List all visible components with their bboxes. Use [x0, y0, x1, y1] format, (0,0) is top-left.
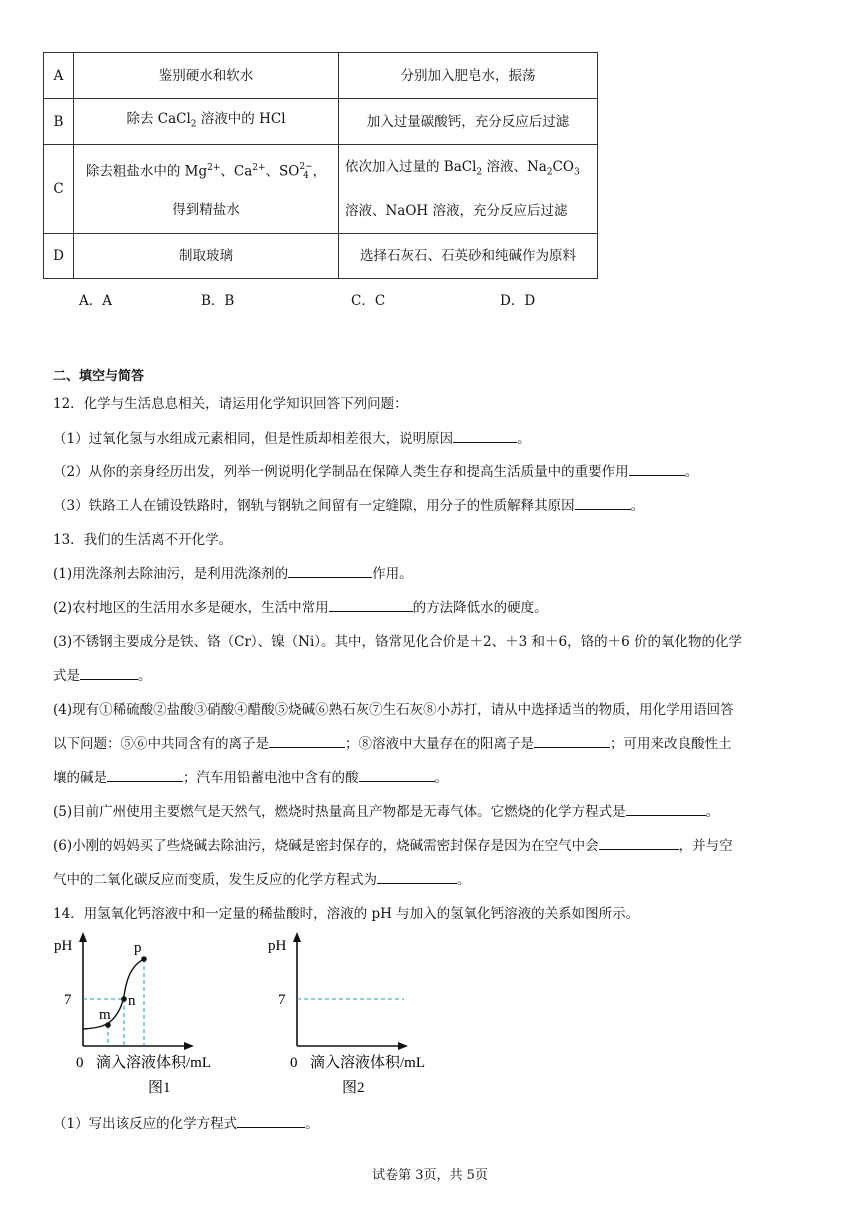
table-row — [44, 234, 598, 279]
fig2-y7: 7 — [278, 992, 286, 1008]
row-key: B — [44, 99, 74, 145]
fig2-caption: 图2 — [342, 1080, 365, 1096]
row-key: D — [44, 234, 74, 279]
q13-part3-line2: 式是 。 — [53, 664, 152, 684]
fig1-y-arrow — [79, 932, 87, 942]
answer-blank[interactable] — [377, 869, 457, 884]
fig1-point-p — [141, 956, 147, 962]
fig2-ylabel: pH — [268, 938, 287, 954]
fig1-y7: 7 — [64, 992, 72, 1008]
answer-blank[interactable] — [629, 461, 685, 476]
q13-part6-line2: 气中的二氧化碳反应而变质，发生反应的化学方程式为 。 — [53, 868, 471, 888]
q12-stem: 12．化学与生活息息相关，请运用化学知识回答下列问题： — [53, 396, 408, 412]
table-row — [44, 145, 598, 234]
q14-stem: 14．用氢氧化钙溶液中和一定量的稀盐酸时，溶液的 pH 与加入的氢氧化钙溶液的关系如图所示。 — [53, 906, 640, 922]
fig1-label-n: n — [128, 993, 136, 1009]
answer-blank[interactable] — [237, 1113, 305, 1128]
fig2-x-arrow — [398, 1042, 408, 1050]
fig1-ylabel: pH — [54, 938, 73, 954]
choice-b[interactable]: B．B — [201, 293, 235, 309]
row-key: C — [44, 145, 74, 234]
fig1-origin: 0 — [76, 1055, 84, 1071]
answer-blank[interactable] — [269, 733, 345, 748]
page-footer: 试卷第 3页，共 5页 — [372, 1168, 488, 1183]
q13-part4-line2: 以下问题：⑤⑥中共同含有的离子是 ；⑧溶液中大量存在的阳离子是 ；可用来改良酸性土 — [53, 732, 732, 752]
row-key: A — [44, 53, 74, 99]
row-left: 除去粗盐水中的 $Mg^{2+}$、$Ca^{2+}$、SO 2− 4 ， 得到精盐水 — [74, 145, 339, 234]
q13-part1: (1)用洗涤剂去除油污，是利用洗涤剂的 作用。 — [53, 562, 413, 582]
fig1-xlabel: 滴入溶液体积/mL — [96, 1055, 211, 1071]
row-left: 除去 CaCl$_2$ 溶液中的 HCl — [74, 99, 339, 145]
answer-blank[interactable] — [575, 495, 631, 510]
answer-blank[interactable] — [626, 801, 706, 816]
q13-part4-line3: 壤的碱是 ；汽车用铅蓄电池中含有的酸 。 — [53, 766, 448, 786]
section-title: 二、填空与简答 — [53, 369, 145, 384]
choice-c[interactable]: C．C — [351, 293, 386, 309]
row-left: 制取玻璃 — [74, 234, 339, 279]
answer-blank[interactable] — [359, 767, 435, 782]
answer-blank[interactable] — [329, 597, 413, 612]
row-right: 选择石灰石、石英砂和纯碱作为原料 — [339, 234, 598, 279]
row-right: 分别加入肥皂水，振荡 — [339, 53, 598, 99]
q14-part1: （1）写出该反应的化学方程式 。 — [53, 1112, 319, 1132]
fig1-label-m: m — [99, 1007, 111, 1023]
fig2-y-arrow — [293, 932, 301, 942]
fig1-x-arrow — [184, 1042, 194, 1050]
answer-blank[interactable] — [80, 665, 138, 680]
q13-part6-line1: (6)小刚的妈妈买了些烧碱去除油污，烧碱是密封保存的，烧碱需密封保存是因为在空气中会 ，并与空 — [53, 834, 733, 854]
q12-part1: （1）过氧化氢与水组成元素相同，但是性质却相差很大，说明原因 。 — [53, 427, 531, 447]
row-right: 加入过量碳酸钙，充分反应后过滤 — [339, 99, 598, 145]
answer-blank[interactable] — [599, 835, 679, 850]
table-row — [44, 53, 598, 99]
fig2-origin: 0 — [290, 1055, 298, 1071]
figure-1 — [48, 928, 268, 1096]
fig1-caption: 图1 — [148, 1080, 171, 1096]
q12-part3: （3）铁路工人在铺设铁路时，钢轨与钢轨之间留有一定缝隙，用分子的性质解释其原因 。 — [53, 494, 644, 514]
figure-2 — [262, 928, 482, 1096]
answer-blank[interactable] — [288, 563, 372, 578]
q12-part2: （2）从你的亲身经历出发，列举一例说明化学制品在保障人类生存和提高生活质量中的重要作用 。 — [53, 460, 698, 480]
fig1-label-p: p — [134, 940, 142, 956]
q13-stem: 13．我们的生活离不开化学。 — [53, 532, 233, 548]
fig2-xlabel: 滴入溶液体积/mL — [310, 1055, 425, 1071]
choice-d[interactable]: D．D — [500, 293, 536, 309]
row-right: 依次加入过量的 BaCl$_2$ 溶液、$Na_2CO_3$ 溶液、NaOH 溶液，充分反应后过滤 — [339, 145, 598, 234]
table-row — [44, 99, 598, 145]
q13-part4-line1: (4)现有①稀硫酸②盐酸③硝酸④醋酸⑤烧碱⑥熟石灰⑦生石灰⑧小苏打，请从中选择适当的物质，用化学用语回答 — [53, 702, 734, 718]
choice-a[interactable]: A．A — [79, 293, 112, 309]
q13-part5: (5)目前广州使用主要燃气是天然气，燃烧时热量高且产物都是无毒气体。它燃烧的化学方程式是 。 — [53, 800, 719, 820]
q13-part3-line1: (3)不锈钢主要成分是铁、铬（Cr）、镍（Ni）。其中，铬常见化合价是＋2、＋3 和＋6，铬的＋6 价的氧化物的化学 — [53, 634, 742, 650]
options-table — [43, 52, 598, 279]
fig1-point-n — [121, 996, 127, 1002]
row-left: 鉴别硬水和软水 — [74, 53, 339, 99]
answer-blank[interactable] — [534, 733, 610, 748]
q13-part2: (2)农村地区的生活用水多是硬水，生活中常用 的方法降低水的硬度。 — [53, 596, 548, 616]
answer-blank[interactable] — [107, 767, 183, 782]
fig1-point-m — [105, 1022, 111, 1028]
answer-blank[interactable] — [453, 428, 517, 443]
